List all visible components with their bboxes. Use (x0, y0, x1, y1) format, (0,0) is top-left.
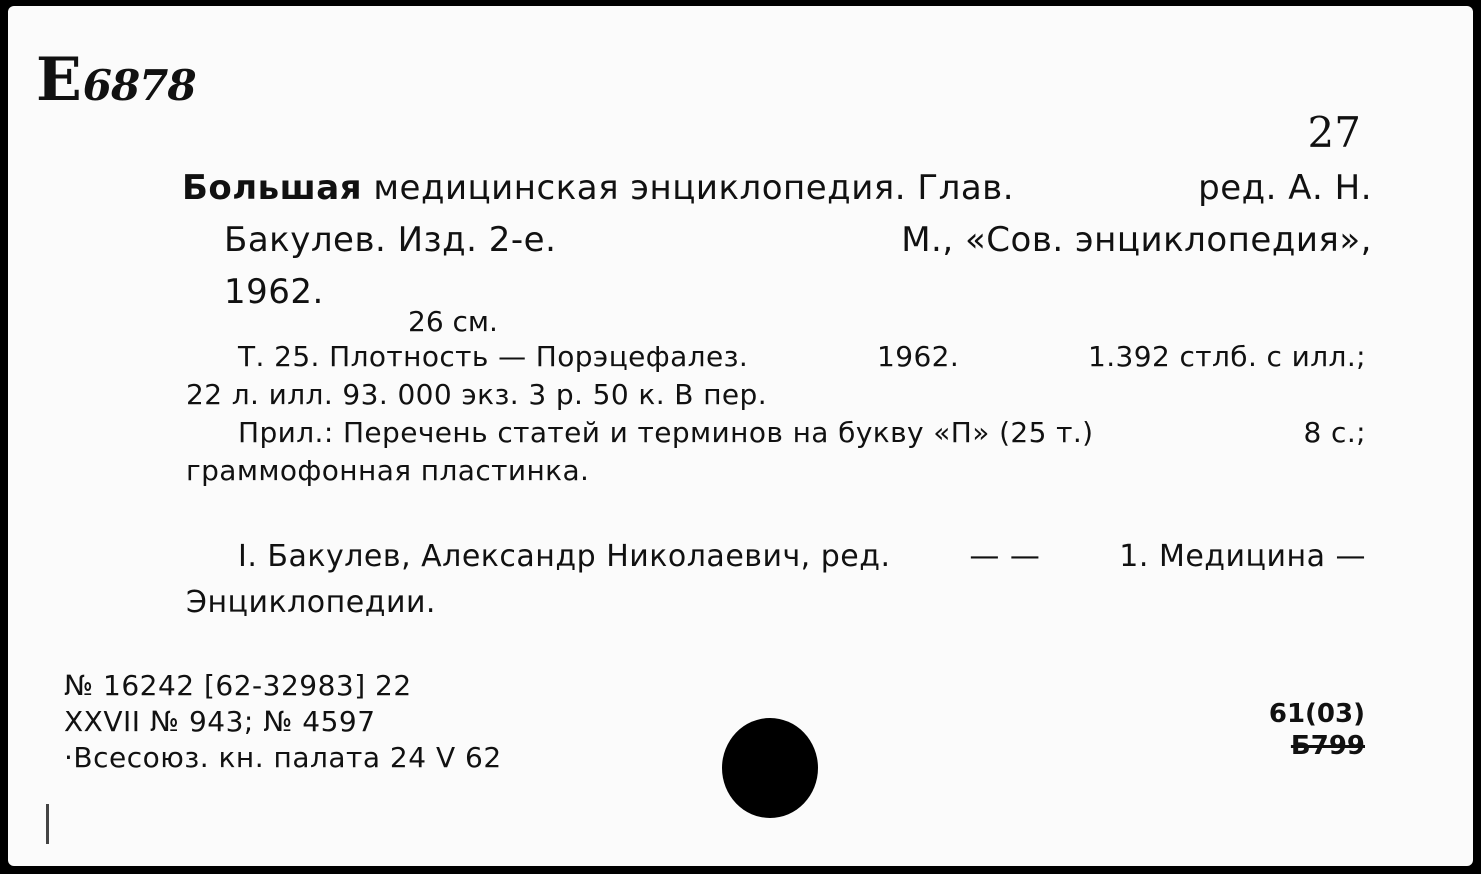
shelfmark-letter: Е (36, 45, 83, 115)
title-line-3: 1962. (224, 272, 324, 312)
title-line-2-left: Бакулев. Изд. 2-е. (224, 220, 557, 260)
tracing-line-2: Энциклопедии. (186, 585, 436, 620)
imprint-line-1: № 16242 [62-32983] 22 (64, 669, 412, 702)
title-line-2 (182, 214, 1372, 266)
card-number: 27 (1307, 108, 1361, 157)
catalog-card (8, 6, 1473, 866)
edge-mark (46, 804, 49, 844)
title-line-1-rest: медицинская энциклопедия. Глав. (362, 168, 1015, 208)
description-line-3 (186, 414, 1366, 452)
description-line-3-right: 8 с.; (1303, 416, 1366, 449)
shelfmark (36, 45, 196, 115)
title-line-2-right: М., «Сов. энциклопедия», (901, 220, 1372, 260)
tracing-line-1-mid: — — (969, 539, 1041, 574)
title-line-1-left (182, 162, 1014, 214)
description-line-1-right: 1.392 стлб. с илл.; (1088, 340, 1366, 373)
description (186, 338, 1366, 490)
title-block (182, 162, 1372, 318)
size-note: 26 см. (408, 305, 498, 338)
description-line-3-left: Прил.: Перечень статей и терминов на букву «П» (25 т.) (238, 416, 1094, 449)
description-line-2: 22 л. илл. 93. 000 экз. 3 р. 50 к. В пер. (186, 378, 768, 411)
description-line-1-left: Т. 25. Плотность — Порэцефалез. (238, 340, 749, 373)
tracing-line-1 (186, 534, 1366, 580)
title-bold-word: Большая (182, 168, 363, 208)
tracing-line-1-right: 1. Медицина — (1119, 539, 1366, 574)
udc-line-1: 61(03) (1268, 699, 1365, 729)
tracing-line-1-left: I. Бакулев, Александр Николаевич, ред. (238, 539, 891, 574)
imprint-line-2: XXVII № 943; № 4597 (64, 705, 376, 738)
shelfmark-number: 6878 (82, 61, 196, 110)
title-line-1-right: ред. А. Н. (1198, 168, 1372, 208)
imprint (64, 668, 502, 776)
tracing (186, 534, 1366, 626)
description-line-4: граммофонная пластинка. (186, 454, 590, 487)
imprint-line-3: ·Всесоюз. кн. палата 24 V 62 (64, 741, 502, 774)
title-line-1 (182, 162, 1372, 214)
udc-code (1269, 698, 1365, 762)
punch-hole (722, 718, 818, 818)
udc-line-2: Б799 (1290, 731, 1365, 761)
description-line-1-mid: 1962. (877, 340, 960, 373)
description-line-1 (186, 338, 1366, 376)
